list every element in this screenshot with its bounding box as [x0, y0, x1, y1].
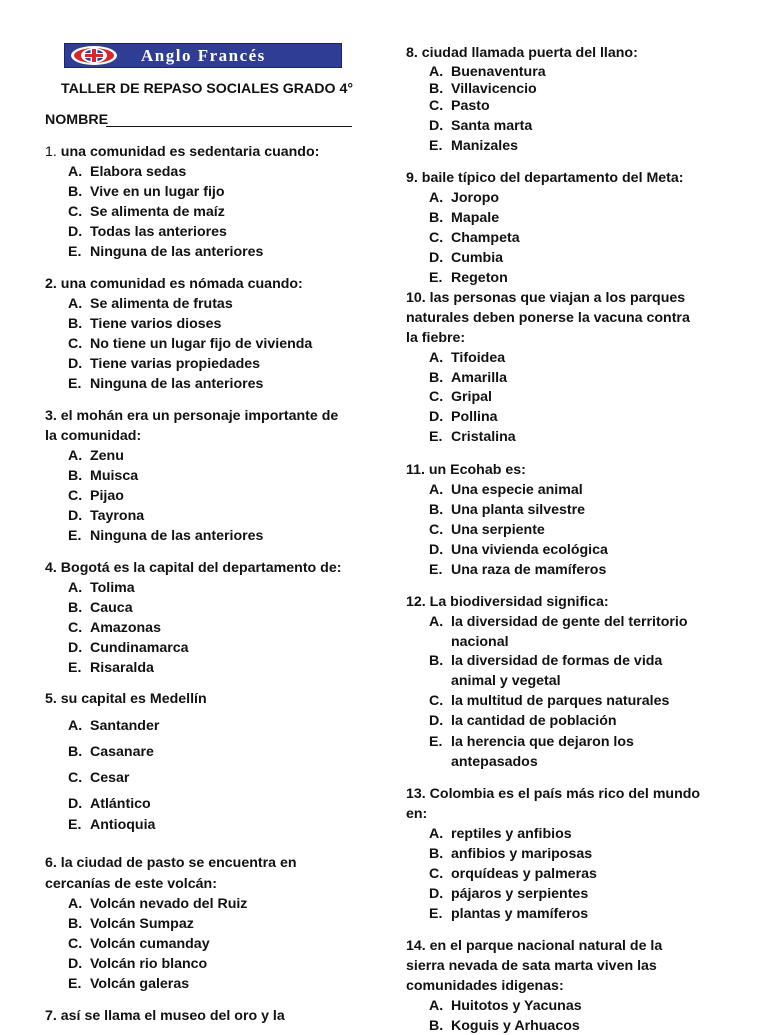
option-text: Se alimenta de maíz	[90, 204, 225, 220]
answer-option-d[interactable]	[68, 639, 189, 657]
question-11-text	[406, 461, 526, 479]
option-letter: E.	[68, 376, 82, 392]
answer-option-a[interactable]	[68, 895, 247, 913]
question-number: 11.	[406, 462, 429, 478]
answer-option-e[interactable]	[429, 137, 518, 155]
option-letter: D.	[68, 224, 83, 240]
option-letter: C.	[429, 98, 444, 114]
answer-option-c[interactable]	[429, 521, 545, 539]
answer-option-d[interactable]	[68, 507, 144, 525]
option-text: Gripal	[451, 389, 492, 405]
option-letter: B.	[68, 184, 83, 200]
question-number: 7.	[45, 1008, 61, 1024]
option-letter: C.	[429, 522, 444, 538]
answer-option-b[interactable]	[68, 467, 138, 485]
option-letter: A.	[429, 482, 444, 498]
answer-option-e[interactable]	[68, 375, 263, 393]
answer-option-c[interactable]	[68, 203, 225, 221]
answer-option-b[interactable]	[429, 369, 507, 387]
option-text: Tiene varios dioses	[90, 316, 222, 332]
question-prompt: cercanías de este volcán:	[45, 876, 217, 892]
worksheet-title: TALLER DE REPASO SOCIALES GRADO 4°	[61, 81, 354, 97]
question-prompt: una comunidad es sedentaria cuando:	[60, 144, 320, 160]
option-text: Huitotos y Yacunas	[451, 998, 582, 1014]
option-letter: C.	[68, 620, 83, 636]
option-letter: C.	[68, 204, 83, 220]
option-text: Buenaventura	[451, 64, 546, 80]
option-letter: A.	[68, 896, 83, 912]
question-number: 3.	[45, 408, 61, 424]
option-letter: D.	[429, 542, 444, 558]
option-letter: A.	[429, 998, 444, 1014]
question-prompt: Bogotá es la capital del departamento de:	[60, 560, 342, 576]
question-prompt: la fiebre:	[406, 330, 466, 346]
question-prompt: La biodiversidad significa:	[429, 594, 609, 610]
question-number: 2.	[45, 276, 61, 292]
option-text: Mapale	[451, 210, 500, 226]
option-text: la multitud de parques naturales	[451, 693, 670, 709]
answer-option-a[interactable]	[429, 63, 546, 81]
option-text: la herencia que dejaron los	[451, 734, 634, 750]
option-letter: D.	[68, 796, 83, 812]
option-letter: B.	[429, 81, 444, 97]
option-letter: B.	[68, 600, 83, 616]
option-text: Una raza de mamíferos	[451, 562, 607, 578]
question-number: 9.	[406, 170, 422, 186]
option-letter: A.	[68, 718, 83, 734]
option-text: Volcán cumanday	[90, 936, 210, 952]
question-number: 4.	[45, 560, 61, 576]
option-text: Volcán galeras	[90, 976, 190, 992]
answer-option-b[interactable]	[68, 915, 194, 933]
option-letter: B.	[429, 846, 444, 862]
option-letter: B.	[68, 316, 83, 332]
option-letter: C.	[68, 336, 83, 352]
option-letter: C.	[429, 866, 444, 882]
answer-option-e[interactable]	[429, 753, 538, 771]
answer-option-d[interactable]	[68, 955, 207, 973]
option-letter: E.	[68, 660, 82, 676]
option-letter: B.	[68, 744, 83, 760]
option-letter: D.	[429, 713, 444, 729]
option-letter: D.	[68, 956, 83, 972]
option-text: Casanare	[90, 744, 154, 760]
question-prompt: la ciudad de pasto se encuentra en	[60, 855, 297, 871]
answer-option-c[interactable]	[429, 97, 490, 115]
option-text: Cesar	[90, 770, 130, 786]
question-4-text	[45, 559, 341, 577]
name-field-line	[106, 126, 352, 127]
option-text: Amarilla	[451, 370, 507, 386]
answer-option-b[interactable]	[429, 80, 537, 98]
option-letter: C.	[429, 693, 444, 709]
option-letter: D.	[429, 409, 444, 425]
answer-option-e[interactable]	[429, 905, 588, 923]
option-text: Regeton	[451, 270, 508, 286]
school-emblem-icon	[69, 45, 119, 66]
option-text: Joropo	[451, 190, 500, 206]
option-text: pájaros y serpientes	[451, 886, 589, 902]
option-text: Ninguna de las anteriores	[90, 376, 264, 392]
question-number: 14.	[406, 938, 430, 954]
option-text: Risaralda	[90, 660, 154, 676]
question-number: 6.	[45, 855, 61, 871]
option-text: Una especie animal	[451, 482, 583, 498]
answer-option-c[interactable]	[429, 865, 597, 883]
question-prompt: en el parque nacional natural de la	[429, 938, 663, 954]
answer-option-b[interactable]	[68, 183, 225, 201]
answer-option-a[interactable]	[68, 717, 159, 735]
option-letter: D.	[68, 508, 83, 524]
option-text: Champeta	[451, 230, 520, 246]
answer-option-e[interactable]	[429, 733, 634, 751]
answer-option-c[interactable]	[68, 619, 161, 637]
option-letter: E.	[68, 528, 82, 544]
question-prompt: baile típico del departamento del Meta:	[421, 170, 684, 186]
question-number: 10.	[406, 290, 430, 306]
option-letter: B.	[429, 1018, 444, 1034]
option-letter: D.	[68, 356, 83, 372]
option-text: Se alimenta de frutas	[90, 296, 233, 312]
option-text: Vive en un lugar fijo	[90, 184, 225, 200]
answer-option-e[interactable]	[68, 816, 155, 834]
answer-option-e[interactable]	[68, 243, 263, 261]
option-letter: E.	[429, 734, 443, 750]
option-text: reptiles y anfibios	[451, 826, 572, 842]
answer-option-b[interactable]	[429, 845, 592, 863]
option-text: Una planta silvestre	[451, 502, 586, 518]
option-text: anfibios y mariposas	[451, 846, 593, 862]
option-text: Amazonas	[90, 620, 161, 636]
option-text: Tayrona	[90, 508, 145, 524]
question-prompt: naturales deben ponerse la vacuna contra	[406, 310, 690, 326]
answer-option-d[interactable]	[68, 223, 227, 241]
question-14-text	[406, 957, 657, 975]
question-9-text	[406, 169, 684, 187]
option-text: antepasados	[451, 754, 538, 770]
question-12-text	[406, 593, 609, 611]
option-letter: D.	[429, 118, 444, 134]
option-letter: E.	[68, 244, 82, 260]
answer-option-b[interactable]	[429, 652, 662, 670]
option-letter: E.	[429, 270, 443, 286]
option-text: la diversidad de formas de vida	[451, 653, 663, 669]
option-letter: E.	[429, 429, 443, 445]
option-letter: A.	[68, 448, 83, 464]
option-letter: A.	[429, 826, 444, 842]
answer-option-b[interactable]	[429, 209, 499, 227]
option-text: Zenu	[90, 448, 124, 464]
option-letter: E.	[429, 138, 443, 154]
option-text: Tifoidea	[451, 350, 506, 366]
answer-option-d[interactable]	[429, 712, 617, 730]
option-letter: C.	[68, 770, 83, 786]
answer-option-a[interactable]	[429, 825, 572, 843]
question-number: 8.	[406, 45, 422, 61]
option-text: Volcán Sumpaz	[90, 916, 194, 932]
option-letter: E.	[68, 976, 82, 992]
option-letter: B.	[429, 210, 444, 226]
question-prompt: Colombia es el país más rico del mundo	[429, 786, 701, 802]
option-letter: C.	[429, 230, 444, 246]
question-prompt: así se llama el museo del oro y la	[60, 1008, 285, 1024]
option-text: Volcán nevado del Ruiz	[90, 896, 248, 912]
question-2-text	[45, 275, 303, 293]
answer-option-e[interactable]	[429, 269, 508, 287]
question-13-text	[406, 785, 700, 803]
option-text: Todas las anteriores	[90, 224, 227, 240]
question-prompt: ciudad llamada puerta del llano:	[421, 45, 638, 61]
question-10-text	[406, 289, 685, 307]
answer-option-b[interactable]	[68, 743, 154, 761]
option-letter: B.	[429, 370, 444, 386]
question-10-text	[406, 309, 690, 327]
answer-option-e[interactable]	[68, 975, 189, 993]
answer-option-a[interactable]	[68, 447, 124, 465]
option-text: orquídeas y palmeras	[451, 866, 597, 882]
option-letter: D.	[429, 886, 444, 902]
question-3-text	[45, 407, 338, 425]
answer-option-c[interactable]	[429, 692, 669, 710]
question-6-text	[45, 854, 297, 872]
question-10-text	[406, 329, 465, 347]
question-number: 13.	[406, 786, 430, 802]
answer-option-a[interactable]	[68, 295, 233, 313]
option-text: Cundinamarca	[90, 640, 189, 656]
question-6-text	[45, 875, 217, 893]
option-text: Manizales	[451, 138, 519, 154]
option-letter: B.	[429, 502, 444, 518]
option-letter: A.	[68, 296, 83, 312]
answer-option-c[interactable]	[429, 388, 492, 406]
option-text: Muisca	[90, 468, 139, 484]
option-letter: A.	[429, 350, 444, 366]
answer-option-e[interactable]	[68, 659, 154, 677]
question-13-text	[406, 805, 427, 823]
answer-option-b[interactable]	[68, 599, 133, 617]
name-label: NOMBRE	[45, 112, 109, 128]
option-letter: A.	[429, 190, 444, 206]
question-5-text	[45, 690, 207, 708]
question-number: 12.	[406, 594, 430, 610]
answer-option-d[interactable]	[429, 249, 503, 267]
answer-option-b[interactable]	[429, 501, 585, 519]
answer-option-d[interactable]	[429, 541, 608, 559]
answer-option-a[interactable]	[429, 349, 505, 367]
answer-option-d[interactable]	[68, 795, 151, 813]
option-text: Santa marta	[451, 118, 533, 134]
question-7-text	[45, 1007, 285, 1025]
question-prompt: la comunidad:	[45, 428, 142, 444]
question-prompt: las personas que viajan a los parques	[429, 290, 686, 306]
option-text: Atlántico	[90, 796, 151, 812]
answer-option-e[interactable]	[68, 527, 263, 545]
answer-option-a[interactable]	[429, 997, 582, 1015]
question-3-text	[45, 427, 141, 445]
question-prompt: un Ecohab es:	[428, 462, 526, 478]
answer-option-d[interactable]	[429, 117, 532, 135]
answer-option-a[interactable]	[68, 163, 186, 181]
option-text: Tolima	[90, 580, 135, 596]
option-text: Santander	[90, 718, 160, 734]
answer-option-d[interactable]	[429, 885, 588, 903]
option-text: Antioquia	[90, 817, 156, 833]
question-number: 1.	[45, 144, 61, 160]
option-letter: E.	[429, 906, 443, 922]
option-text: Pasto	[451, 98, 490, 114]
answer-option-c[interactable]	[68, 487, 124, 505]
option-text: Volcán rio blanco	[90, 956, 208, 972]
question-8-text	[406, 44, 638, 62]
option-letter: C.	[429, 389, 444, 405]
option-text: Tiene varias propiedades	[90, 356, 261, 372]
answer-option-b[interactable]	[429, 672, 561, 690]
option-letter: A.	[68, 580, 83, 596]
option-text: nacional	[451, 634, 509, 650]
question-prompt: el mohán era un personaje importante de	[60, 408, 339, 424]
option-text: plantas y mamíferos	[451, 906, 589, 922]
option-text: No tiene un lugar fijo de vivienda	[90, 336, 313, 352]
answer-option-d[interactable]	[68, 355, 260, 373]
school-name: Anglo Francés	[141, 46, 266, 65]
answer-option-e[interactable]	[429, 561, 606, 579]
option-letter: A.	[429, 64, 444, 80]
answer-option-b[interactable]	[429, 1017, 580, 1035]
option-letter: B.	[429, 653, 444, 669]
answer-option-c[interactable]	[68, 335, 312, 353]
option-text: Cumbia	[451, 250, 504, 266]
option-text: la diversidad de gente del territorio	[451, 614, 688, 630]
answer-option-a[interactable]	[429, 189, 499, 207]
question-prompt: comunidades idigenas:	[406, 978, 564, 994]
option-letter: C.	[68, 488, 83, 504]
option-text: Villavicencio	[451, 81, 537, 97]
option-text: Ninguna de las anteriores	[90, 244, 264, 260]
question-number: 5.	[45, 691, 61, 707]
option-letter: C.	[68, 936, 83, 952]
answer-option-a[interactable]	[429, 613, 688, 631]
answer-option-c[interactable]	[68, 769, 129, 787]
question-1-text	[45, 143, 319, 161]
option-text: Pijao	[90, 488, 124, 504]
option-text: Ninguna de las anteriores	[90, 528, 264, 544]
school-logo	[64, 43, 342, 68]
answer-option-e[interactable]	[429, 428, 516, 446]
option-text: Una vivienda ecológica	[451, 542, 608, 558]
question-prompt: su capital es Medellín	[60, 691, 207, 707]
option-letter: B.	[68, 916, 83, 932]
question-prompt: en:	[406, 806, 428, 822]
answer-option-a[interactable]	[429, 633, 509, 651]
answer-option-c[interactable]	[429, 229, 520, 247]
option-letter: D.	[429, 250, 444, 266]
option-text: Koguis y Arhuacos	[451, 1018, 580, 1034]
option-text: Una serpiente	[451, 522, 545, 538]
option-letter: B.	[68, 468, 83, 484]
option-letter: A.	[429, 614, 444, 630]
answer-option-a[interactable]	[68, 579, 135, 597]
answer-option-c[interactable]	[68, 935, 210, 953]
option-text: animal y vegetal	[451, 673, 561, 689]
option-letter: D.	[68, 640, 83, 656]
question-prompt: una comunidad es nómada cuando:	[60, 276, 303, 292]
option-text: Pollina	[451, 409, 498, 425]
answer-option-a[interactable]	[429, 481, 583, 499]
question-prompt: sierra nevada de sata marta viven las	[406, 958, 657, 974]
option-letter: E.	[429, 562, 443, 578]
option-text: Elabora sedas	[90, 164, 187, 180]
question-14-text	[406, 977, 564, 995]
option-text: la cantidad de población	[451, 713, 617, 729]
option-letter: E.	[68, 817, 82, 833]
option-letter: A.	[68, 164, 83, 180]
answer-option-b[interactable]	[68, 315, 221, 333]
option-text: Cauca	[90, 600, 133, 616]
question-14-text	[406, 937, 662, 955]
answer-option-d[interactable]	[429, 408, 498, 426]
option-text: Cristalina	[451, 429, 516, 445]
